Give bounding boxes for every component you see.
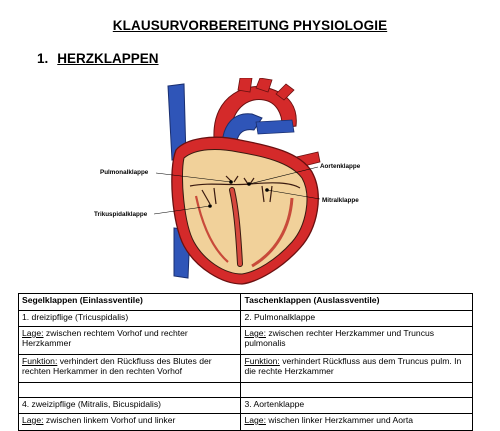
table-cell [241,383,473,398]
cell-text: 2. Pulmonalklappe [244,312,316,322]
valves-table [18,293,473,431]
cell-key: Lage: [22,328,44,338]
table-cell [19,327,241,355]
table-cell [19,383,241,398]
document-title: KLAUSURVORBEREITUNG PHYSIOLOGIE [112,18,388,33]
heart-illustration [0,78,500,288]
table-row [19,311,473,327]
cell-text: verhindert den Rückfluss des Blutes der rechten Herkammer in den rechten Vorhof [22,356,212,377]
table-row [19,398,473,414]
table-cell [241,355,473,383]
table-cell [19,311,241,327]
table-cell [19,398,241,414]
table-row [19,327,473,355]
header-segelklappen: Segelklappen (Einlassventile) [19,294,241,311]
cell-text: wischen linker Herzkammer und Aorta [265,415,414,425]
table-row [19,383,473,398]
table-row [19,414,473,431]
cell-text: zwischen rechter Herzkammer und Truncus pulmonalis [244,328,435,349]
label-trikuspidalklappe: Trikuspidalklappe [94,211,148,218]
aorta-branch-1 [238,78,252,92]
cell-text: verhindert Rückfluss aus dem Truncus pulm. In die rechte Herzkammer [244,356,462,377]
label-mitralklappe: Mitralklappe [322,197,359,204]
cell-key: Lage: [244,415,266,425]
cell-text: zwischen rechtem Vorhof und rechter Herzkammer [22,328,188,349]
table-cell [241,414,473,431]
label-aortenklappe: Aortenklappe [320,163,361,170]
table-header-row [19,294,473,311]
table-cell [241,311,473,327]
cell-key: Lage: [244,328,266,338]
section-title: HERZKLAPPEN [57,51,159,66]
table-cell [241,327,473,355]
cell-key: Funktion: [244,356,280,366]
pulmonary-artery-left [256,120,294,134]
section-heading [37,51,159,66]
header-taschenklappen: Taschenklappen (Auslassventile) [241,294,473,311]
cell-text: 3. Aortenklappe [244,399,305,409]
table-cell [241,398,473,414]
label-pulmonalklappe: Pulmonalklappe [100,169,149,176]
table-cell [19,355,241,383]
cell-text: 4. zweizipflige (Mitralis, Bicuspidalis) [22,399,161,409]
table-row [19,355,473,383]
cell-key: Funktion: [22,356,58,366]
cell-text: zwischen linkem Vorhof und linker [43,415,176,425]
cell-key: Lage: [22,415,44,425]
cell-text: 1. dreizipflige (Tricuspidalis) [22,312,129,322]
section-number: 1. [37,51,49,66]
heart-diagram [0,78,500,288]
table-cell [19,414,241,431]
